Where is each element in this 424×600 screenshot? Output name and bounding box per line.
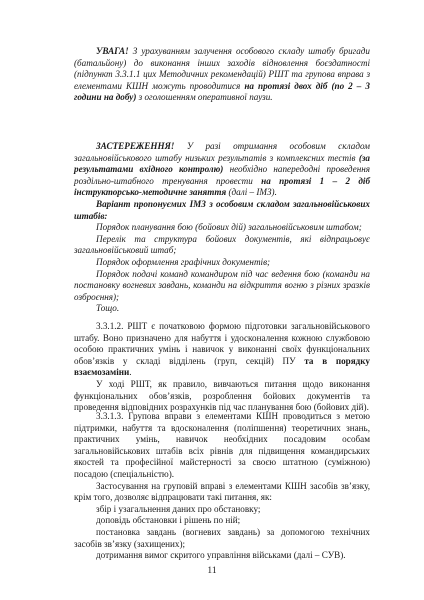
section-3313 [74,411,370,562]
section-3312-end: . [129,367,132,378]
list-item: збір і узагальнення даних про обстановку; [96,503,261,514]
section-3312-bold: та в порядку взаємозаміни [74,355,370,378]
section-3312-paragraph-1 [74,321,370,379]
topic-item: Порядок подачі команд командиром під час ведення бою (команди на постановку вогневих завдань, команди на відкриття вогню з різних зразків озброєння); [74,268,370,302]
list-item: постановка завдань (вогневих завдань) за допомогою технічних засобів зв’язку (захищених); [74,526,370,549]
warning-label: УВАГА! [96,46,129,56]
warning-text-2: з оголошенням оперативної паузи. [136,92,273,103]
caution-bold-1: (за результатами вхідного контролю) [74,152,370,175]
page-number: 11 [207,566,217,576]
list-item: дотримання вимог скритого управління військами (далі – СУВ). [96,550,346,561]
topic-item: Тощо. [96,303,120,314]
caution-text-1: У разі отримання особовим складом загальновійськового штабу низьких результатів з комплексних тестів [74,141,370,163]
warning-bold-1: на протязі двох діб (по 2 – 3 години на добу) [74,80,370,103]
section-3312-text: 3.3.1.2. РШТ є початковою формою підготовки загальновійськового штабу. Воно призначено для набуття і удосконалення кожною службовою особою практичних умінь і навичок у виконанні своїх функціональних обов’язків у складі відділень (груп, секцій) ПУ [74,321,370,366]
section-3313-paragraph-2: Застосування на груповій вправі з елементами КШН засобів зв’язку, крім того, дозволяє відпрацювати такі питання, як: [74,480,370,503]
section-3312 [74,321,370,414]
topic-item: Порядок планування бою (бойових дій) загальновійськовим штабом; [96,222,362,233]
caution-bold-2: на протязі 1 – 2 діб інструкторсько-методичне заняття [74,175,371,198]
list-item: доповідь обстановки і рішень по ній; [96,515,241,526]
variant-heading: Варіант пропонуємих ІМЗ з особовим складом загальновійськових штабів: [74,198,370,221]
caution-paragraph [74,141,370,199]
section-3312-paragraph-2: У ході РШТ, як правило, вивчаються питання щодо виконання функціональних обов’язків, розроблення бойових документів та проведення відповідних розрахунків під час планування бою (бойових дій). [74,378,370,413]
caution-block [74,141,370,315]
caution-label: ЗАСТЕРЕЖЕННЯ! [96,141,175,151]
caution-text-2: необхідно напередодні проведення роздільно-штабного тренування провести [74,164,371,186]
topic-item: Порядок оформлення графічних документів; [96,256,271,267]
section-3313-paragraph-1: 3.3.1.3. Групова вправи з елементами КШН проводиться з метою підтримки, набуття та вдосконалення (поліпшення) теоретичних знань, практичних умінь, навичок необхідних посадовим особам загальновійськових штабів всіх рівнів для підвищення командирських якостей та професійної майстерності за своєю штатною (суміжною) посадою (спеціальністю). [74,411,370,479]
warning-text-1: З урахуванням залучення особового складу штабу бригади (батальйону) до виконання інших заходів відновлення боєздатності (підпункт 3.3.1.1 цих Методичних рекомендацій) РШТ та групова вправа з елементами КШН можуть проводитися [74,46,370,91]
warning-paragraph [74,46,370,104]
caution-text-3: (далі – ІМЗ). [226,187,277,198]
topic-item: Перелік та структура бойових документів, які відпрацьовує загальновійськовий штаб; [74,233,370,256]
warning-block [74,46,370,104]
